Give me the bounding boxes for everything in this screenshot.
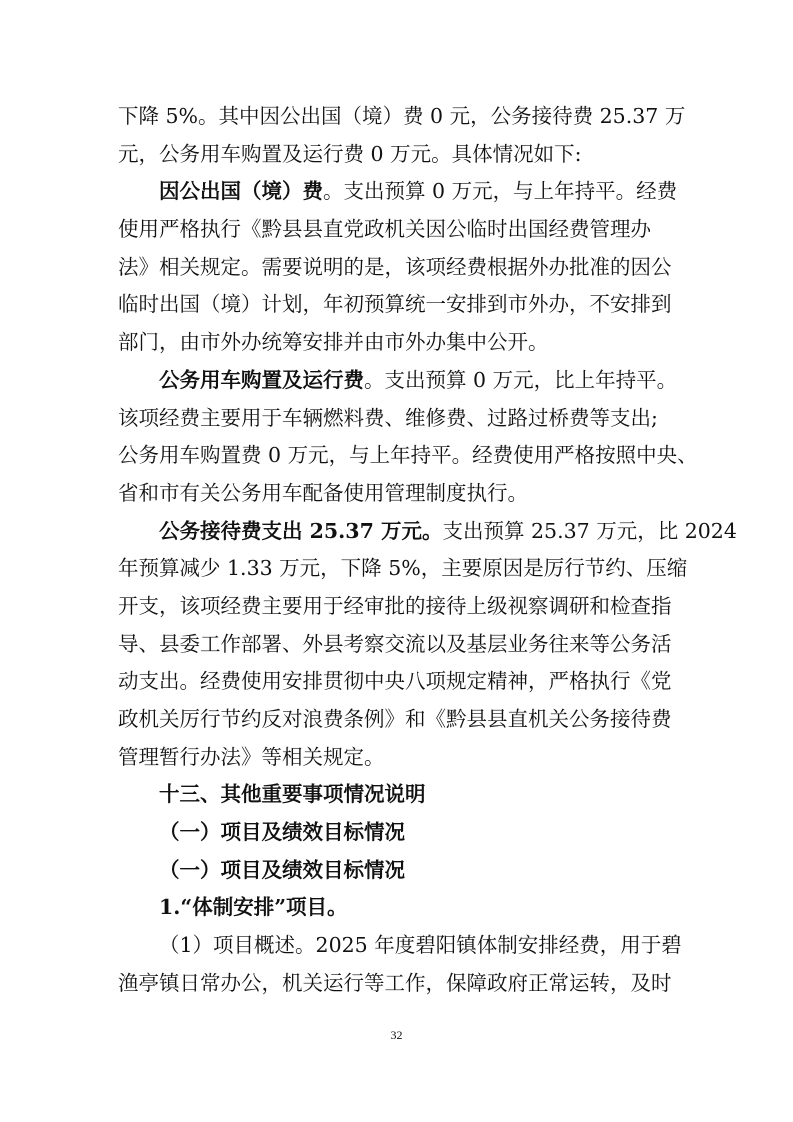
item-heading: 1.“体制安排”项目。 bbox=[159, 895, 348, 920]
paragraph-line: 法》相关规定。需要说明的是，该项经费根据外办批准的因公 bbox=[118, 254, 672, 279]
paragraph-line: 下降 5%。其中因公出国（境）费 0 元，公务接待费 25.37 万 bbox=[118, 104, 686, 128]
paragraph-line: 省和市有关公务用车配备使用管理制度执行。 bbox=[118, 480, 528, 505]
page-number: 32 bbox=[390, 1028, 403, 1042]
inline-heading: 因公出国（境）费 bbox=[159, 179, 323, 204]
paragraph-line: 管理暂行办法》等相关规定。 bbox=[118, 744, 385, 769]
body-text bbox=[118, 98, 737, 1003]
paragraph-line: 该项经费主要用于车辆燃料费、维修费、过路过桥费等支出; bbox=[118, 405, 658, 430]
paragraph-line: 公务用车购置费 0 万元，与上年持平。经费使用严格按照中央、 bbox=[118, 443, 698, 468]
inline-heading: 公务用车购置及运行费 bbox=[159, 367, 364, 392]
paragraph-line: 部门，由市外办统筹安排并由市外办集中公开。 bbox=[118, 330, 549, 355]
paragraph-line: 年预算减少 1.33 万元，下降 5%，主要原因是厉行节约、压缩 bbox=[118, 556, 688, 581]
paragraph-line: （1）项目概述。2025 年度碧阳镇体制安排经费，用于碧 bbox=[159, 933, 682, 958]
paragraph-line: 渔亭镇日常办公，机关运行等工作，保障政府正常运转，及时 bbox=[118, 970, 672, 995]
paragraph-line: 因公出国（境）费 。支出预算 0 万元，与上年持平。经费 bbox=[118, 173, 706, 211]
paragraph-line: 使用严格执行《黔县县直党政机关因公临时出国经费管理办 bbox=[118, 217, 651, 242]
paragraph-line: 动支出。经费使用安排贯彻中央八项规定精神，严格执行《党 bbox=[118, 669, 672, 694]
section-heading: 十三、其他重要事项情况说明 bbox=[159, 782, 426, 807]
subsection-heading: （一）项目及绩效目标情况 bbox=[159, 820, 405, 845]
inline-heading: 公务接待费支出 25.37 万元。 bbox=[159, 518, 443, 543]
paragraph-line: 公务接待费支出 25.37 万元。 支出预算 25.37 万元，比 2024 bbox=[118, 513, 706, 551]
paragraph-line: 导、县委工作部署、外县考察交流以及基层业务往来等公务活 bbox=[118, 631, 672, 656]
subsection-heading: （一）项目及绩效目标情况 bbox=[159, 857, 405, 882]
paragraph-line: 元，公务用车购置及运行费 0 万元。具体情况如下: bbox=[118, 141, 582, 166]
paragraph-line: 开支，该项经费主要用于经审批的接待上级视察调研和检查指 bbox=[118, 593, 672, 618]
paragraph-line: 公务用车购置及运行费 。支出预算 0 万元，比上年持平。 bbox=[118, 362, 706, 400]
paragraph-line: 政机关厉行节约反对浪费条例》和《黔县县直机关公务接待费 bbox=[118, 707, 672, 731]
paragraph-line: 临时出国（境）计划，年初预算统一安排到市外办，不安排到 bbox=[118, 292, 672, 317]
